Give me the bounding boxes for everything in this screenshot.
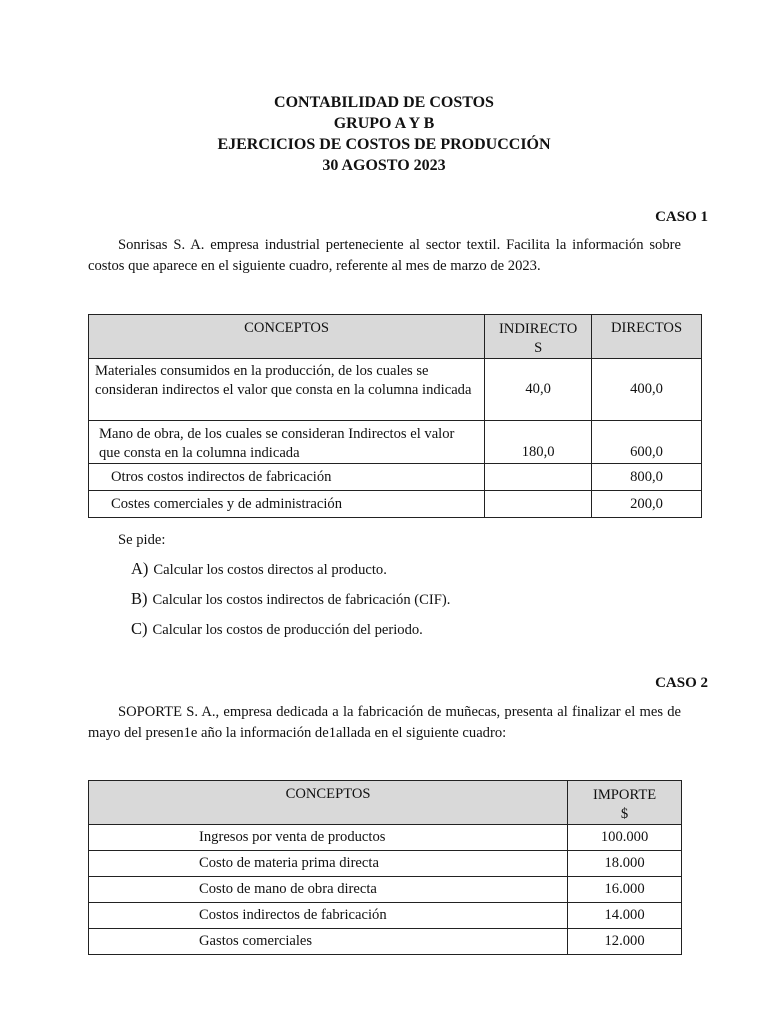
row-concept: Ingresos por venta de productos [89,825,568,851]
row-indirectos-value [485,464,592,491]
row-concept: Costo de mano de obra directa [89,877,568,903]
caso2-header-importe: IMPORTE $ [568,781,682,825]
row-directos-value: 200,0 [592,491,702,518]
row-importe-value: 12.000 [568,929,682,955]
task-letter: B) [131,589,148,608]
row-concept: Costos indirectos de fabricación [89,903,568,929]
table-row [89,464,702,491]
row-concept: Materiales consumidos en la producción, de los cuales se consideran indirectos el valor que consta en la columna indicada [89,359,485,421]
table-row [89,825,682,851]
task-item [131,589,450,609]
table-row [89,491,702,518]
task-item [131,559,387,579]
caso2-header-conceptos: CONCEPTOS [89,781,568,825]
row-concept: Otros costos indirectos de fabricación [89,464,485,491]
task-text: Calcular los costos directos al producto. [153,562,387,578]
doc-title-group: GRUPO A Y B [333,115,435,132]
table-row [89,903,682,929]
task-item [131,619,423,639]
row-indirectos-value: 180,0 [485,421,592,464]
caso2-table-header-row [89,781,682,825]
caso1-header-conceptos: CONCEPTOS [89,315,485,359]
table-row [89,929,682,955]
caso1-intro: Sonrisas S. A. empresa industrial perteneciente al sector textil. Facilita la información sobre costos que aparece en el siguiente cuadro, referente al mes de marzo de 2023. [88,237,681,274]
row-importe-value: 100.000 [568,825,682,851]
doc-title-exercises: EJERCICIOS DE COSTOS DE PRODUCCIÓN [217,136,551,153]
row-directos-value: 600,0 [592,421,702,464]
row-importe-value: 18.000 [568,851,682,877]
row-indirectos-value: 40,0 [485,359,592,421]
row-concept: Gastos comerciales [89,929,568,955]
row-importe-value: 16.000 [568,877,682,903]
caso2-heading: CASO 2 [655,675,708,691]
caso1-table-header-row [89,315,702,359]
caso1-cost-table [88,314,702,518]
se-pide-label: Se pide: [118,532,166,548]
doc-title-course: CONTABILIDAD DE COSTOS [274,94,494,111]
row-importe-value: 14.000 [568,903,682,929]
caso1-heading: CASO 1 [655,209,708,225]
doc-title-date: 30 AGOSTO 2023 [322,157,446,174]
row-directos-value: 800,0 [592,464,702,491]
caso2-cost-table [88,780,682,955]
caso1-header-directos: DIRECTOS [592,315,702,359]
row-directos-value: 400,0 [592,359,702,421]
table-row [89,359,702,421]
row-concept: Costo de materia prima directa [89,851,568,877]
table-row [89,421,702,464]
row-concept: Costes comerciales y de administración [89,491,485,518]
caso2-intro: SOPORTE S. A., empresa dedicada a la fabricación de muñecas, presenta al finalizar el mes de mayo del presen1e año la información de1allada en el siguiente cuadro: [88,704,681,741]
row-concept: Mano de obra, de los cuales se consideran Indirectos el valor que consta en la columna indicada [89,421,485,464]
task-letter: C) [131,619,148,638]
table-row [89,851,682,877]
task-text: Calcular los costos de producción del periodo. [152,622,423,638]
task-text: Calcular los costos indirectos de fabricación (CIF). [152,592,451,608]
row-indirectos-value [485,491,592,518]
task-letter: A) [131,559,149,578]
table-row [89,877,682,903]
caso1-header-indirectos: INDIRECTO S [485,315,592,359]
